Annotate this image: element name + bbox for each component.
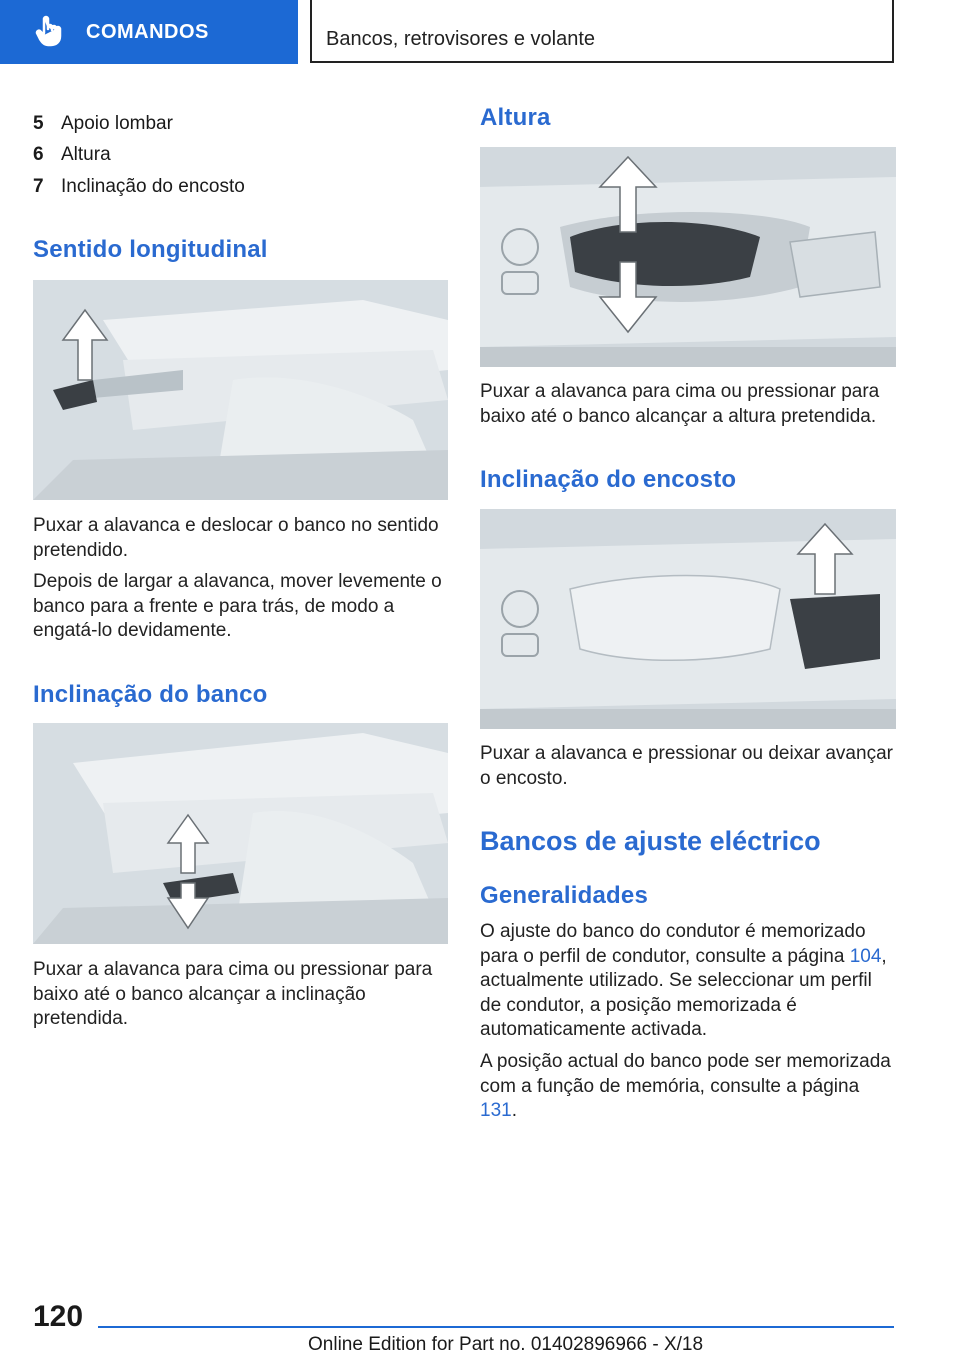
section-tab[interactable] <box>0 0 298 64</box>
list-item-label: Inclinação do encosto <box>61 175 245 197</box>
seat-height-illustration <box>480 147 896 367</box>
list-item <box>33 171 448 203</box>
electric-paragraph-1-text-b: , actualmente utilizado. Se seleccionar um perfil de condutor, a posição memorizada é automaticamente activada. <box>480 945 887 1040</box>
page-number: 120 <box>33 1300 84 1333</box>
list-item <box>33 108 448 140</box>
footer-edition: Online Edition for Part no. 01402896966 - X/18 <box>308 1334 704 1355</box>
list-item <box>33 140 448 172</box>
subsection-heading-generalidades: Generalidades <box>480 882 649 909</box>
electric-paragraph-1 <box>480 920 896 1043</box>
list-item-number: 7 <box>33 175 44 197</box>
electric-paragraph-1-text-a: O ajuste do banco do condutor é memorizado para o perfil de condutor, consulte a página <box>480 921 866 967</box>
seat-longitudinal-illustration <box>33 280 448 500</box>
chapter-header <box>310 0 894 63</box>
legend-list <box>33 108 448 203</box>
seat-tilt-illustration <box>33 723 448 944</box>
section-heading-height: Altura <box>480 104 551 131</box>
list-item-number: 5 <box>33 112 44 134</box>
section-heading-backrest: Inclinação do encosto <box>480 466 737 493</box>
section-heading-longitudinal: Sentido longitudinal <box>33 236 268 263</box>
chapter-title: Bancos, retrovisores e volante <box>326 28 596 50</box>
footer-divider <box>98 1326 894 1328</box>
section-heading-electric-seats: Bancos de ajuste eléctrico <box>480 826 821 856</box>
hand-pointer-icon <box>32 15 66 49</box>
electric-paragraph-2-text-b: . <box>511 1100 517 1121</box>
list-item-number: 6 <box>33 144 44 166</box>
section-tab-label: COMANDOS <box>86 20 209 43</box>
list-item-label: Apoio lombar <box>61 112 173 134</box>
seat-tilt-paragraph: Puxar a alavanca para cima ou pressionar para baixo até o banco alcançar a inclinação pretendida. <box>33 959 433 1029</box>
electric-paragraph-2-text-a: A posição actual do banco pode ser memorizada com a função de memória, consulte a página <box>480 1051 891 1097</box>
section-heading-seat-tilt: Inclinação do banco <box>33 681 268 708</box>
page-link-104[interactable]: 104 <box>849 945 882 967</box>
longitudinal-paragraph-1: Puxar a alavanca e deslocar o banco no sentido pretendido. <box>33 515 439 561</box>
page-link-131[interactable]: 131 <box>480 1100 512 1121</box>
electric-paragraph-2 <box>480 1050 896 1124</box>
longitudinal-paragraph-2: Depois de largar a alavanca, mover levemente o banco para a frente e para trás, de modo a engatá-lo devidamente. <box>33 571 442 641</box>
height-paragraph: Puxar a alavanca para cima ou pressionar para baixo até o banco alcançar a altura pretendida. <box>480 381 880 427</box>
backrest-illustration <box>480 509 896 729</box>
list-item-label: Altura <box>61 144 111 166</box>
backrest-paragraph: Puxar a alavanca e pressionar ou deixar avançar o encosto. <box>480 743 893 789</box>
